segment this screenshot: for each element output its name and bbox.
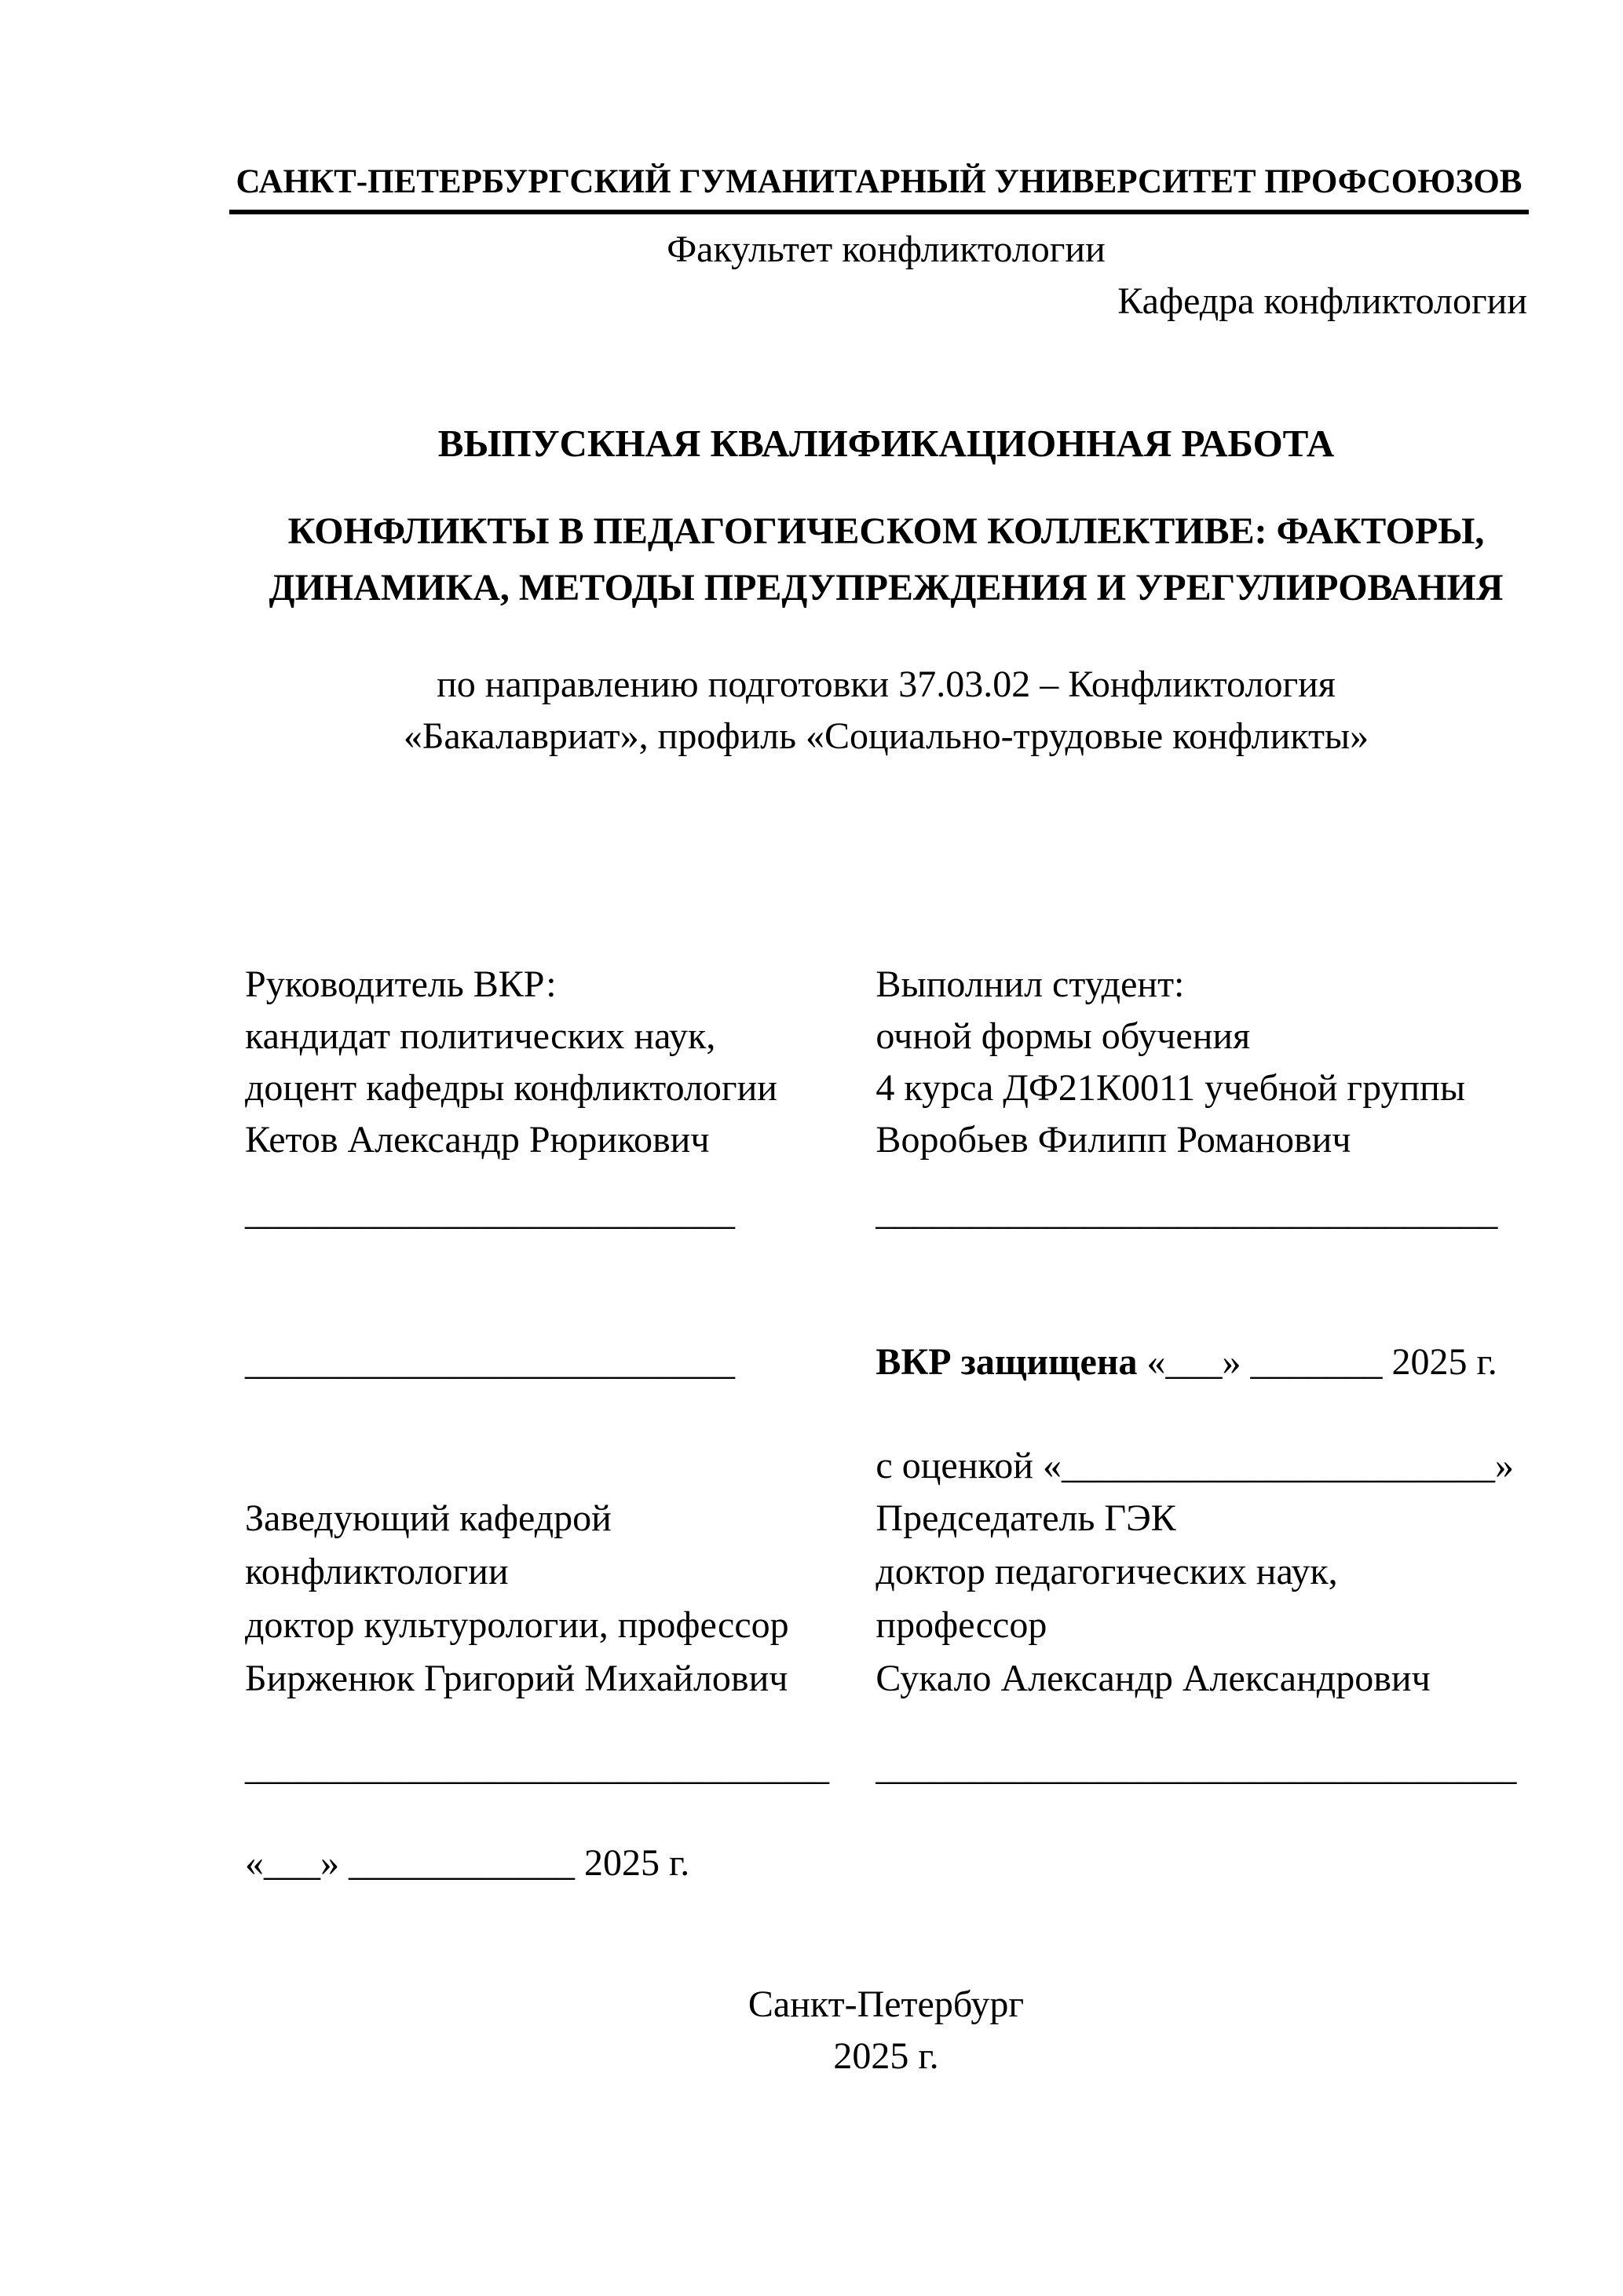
thesis-title	[245, 503, 1527, 616]
head-role-line-1: Заведующий кафедрой	[245, 1497, 612, 1539]
university-name: САНКТ-ПЕТЕРБУРГСКИЙ ГУМАНИТАРНЫЙ УНИВЕРСИТЕТ ПРОФСОЮЗОВ	[229, 161, 1529, 214]
officials-columns	[245, 1492, 1527, 1706]
grade-row-spacer	[245, 1440, 875, 1492]
department-name: Кафедра конфликтологии	[1117, 280, 1527, 322]
head-signature-line: _______________________________	[245, 1746, 829, 1788]
supervisor-signature-line: __________________________	[245, 1191, 735, 1233]
gek-chair-title: профессор	[875, 1604, 1047, 1646]
student-group: 4 курса ДФ21К0011 учебной группы	[875, 1067, 1466, 1109]
student-role: Выполнил студент:	[875, 963, 1185, 1005]
defense-date-line	[875, 1336, 1527, 1388]
faculty-name: Факультет конфликтологии	[667, 229, 1106, 270]
city-name: Санкт-Петербург	[748, 1983, 1025, 2025]
supervisor-signature-line-2: __________________________	[245, 1341, 735, 1383]
program-direction-line-1: по направлению подготовки 37.03.02 – Конфликтология	[437, 664, 1336, 705]
student-signature-line: _________________________________	[875, 1191, 1498, 1233]
defense-date-blanks: «___» _______ 2025 г.	[1137, 1341, 1497, 1383]
signature-row-3	[245, 1742, 1527, 1793]
signature-row-2	[245, 1336, 1527, 1388]
defense-label: ВКР защищена	[875, 1341, 1138, 1383]
supervisor-block	[245, 959, 875, 1166]
program-direction	[245, 659, 1527, 762]
supervisor-role: Руководитель ВКР:	[245, 963, 557, 1005]
grade-row	[245, 1440, 1527, 1492]
work-type-heading: ВЫПУСКНАЯ КВАЛИФИКАЦИОННАЯ РАБОТА	[437, 422, 1335, 465]
head-of-department-block	[245, 1492, 875, 1706]
gek-chair-signature-line: __________________________________	[875, 1746, 1517, 1788]
city-year-block	[245, 1979, 1527, 2082]
gek-chair-name: Сукало Александр Александрович	[875, 1658, 1431, 1699]
student-name: Воробьев Филипп Романович	[875, 1119, 1351, 1161]
head-name: Бирженюк Григорий Михайлович	[245, 1658, 788, 1699]
year-label: 2025 г.	[833, 2035, 939, 2077]
program-direction-line-2: «Бакалавриат», профиль «Социально-трудовые конфликты»	[403, 715, 1369, 757]
gek-chair-block	[875, 1492, 1527, 1706]
page-content	[236, 161, 1527, 2082]
grade-line: с оценкой «_______________________»	[875, 1445, 1514, 1486]
supervisor-degree: кандидат политических наук,	[245, 1015, 716, 1057]
signature-row-1	[245, 1186, 1527, 1238]
head-date-line: «___» ____________ 2025 г.	[245, 1842, 690, 1884]
gek-chair-role: Председатель ГЭК	[875, 1497, 1176, 1539]
student-study-form: очной формы обучения	[875, 1015, 1251, 1057]
head-degree: доктор культурологии, профессор	[245, 1604, 789, 1646]
gek-chair-degree: доктор педагогических наук,	[875, 1551, 1338, 1592]
people-columns	[245, 959, 1527, 1166]
thesis-title-line-2: ДИНАМИКА, МЕТОДЫ ПРЕДУПРЕЖДЕНИЯ И УРЕГУЛИРОВАНИЯ	[269, 567, 1504, 609]
student-block	[875, 959, 1527, 1166]
thesis-title-line-1: КОНФЛИКТЫ В ПЕДАГОГИЧЕСКОМ КОЛЛЕКТИВЕ: ФАКТОРЫ,	[287, 510, 1485, 552]
supervisor-name: Кетов Александр Рюрикович	[245, 1119, 710, 1161]
head-role-line-2: конфликтологии	[245, 1551, 509, 1592]
supervisor-position: доцент кафедры конфликтологии	[245, 1067, 777, 1109]
